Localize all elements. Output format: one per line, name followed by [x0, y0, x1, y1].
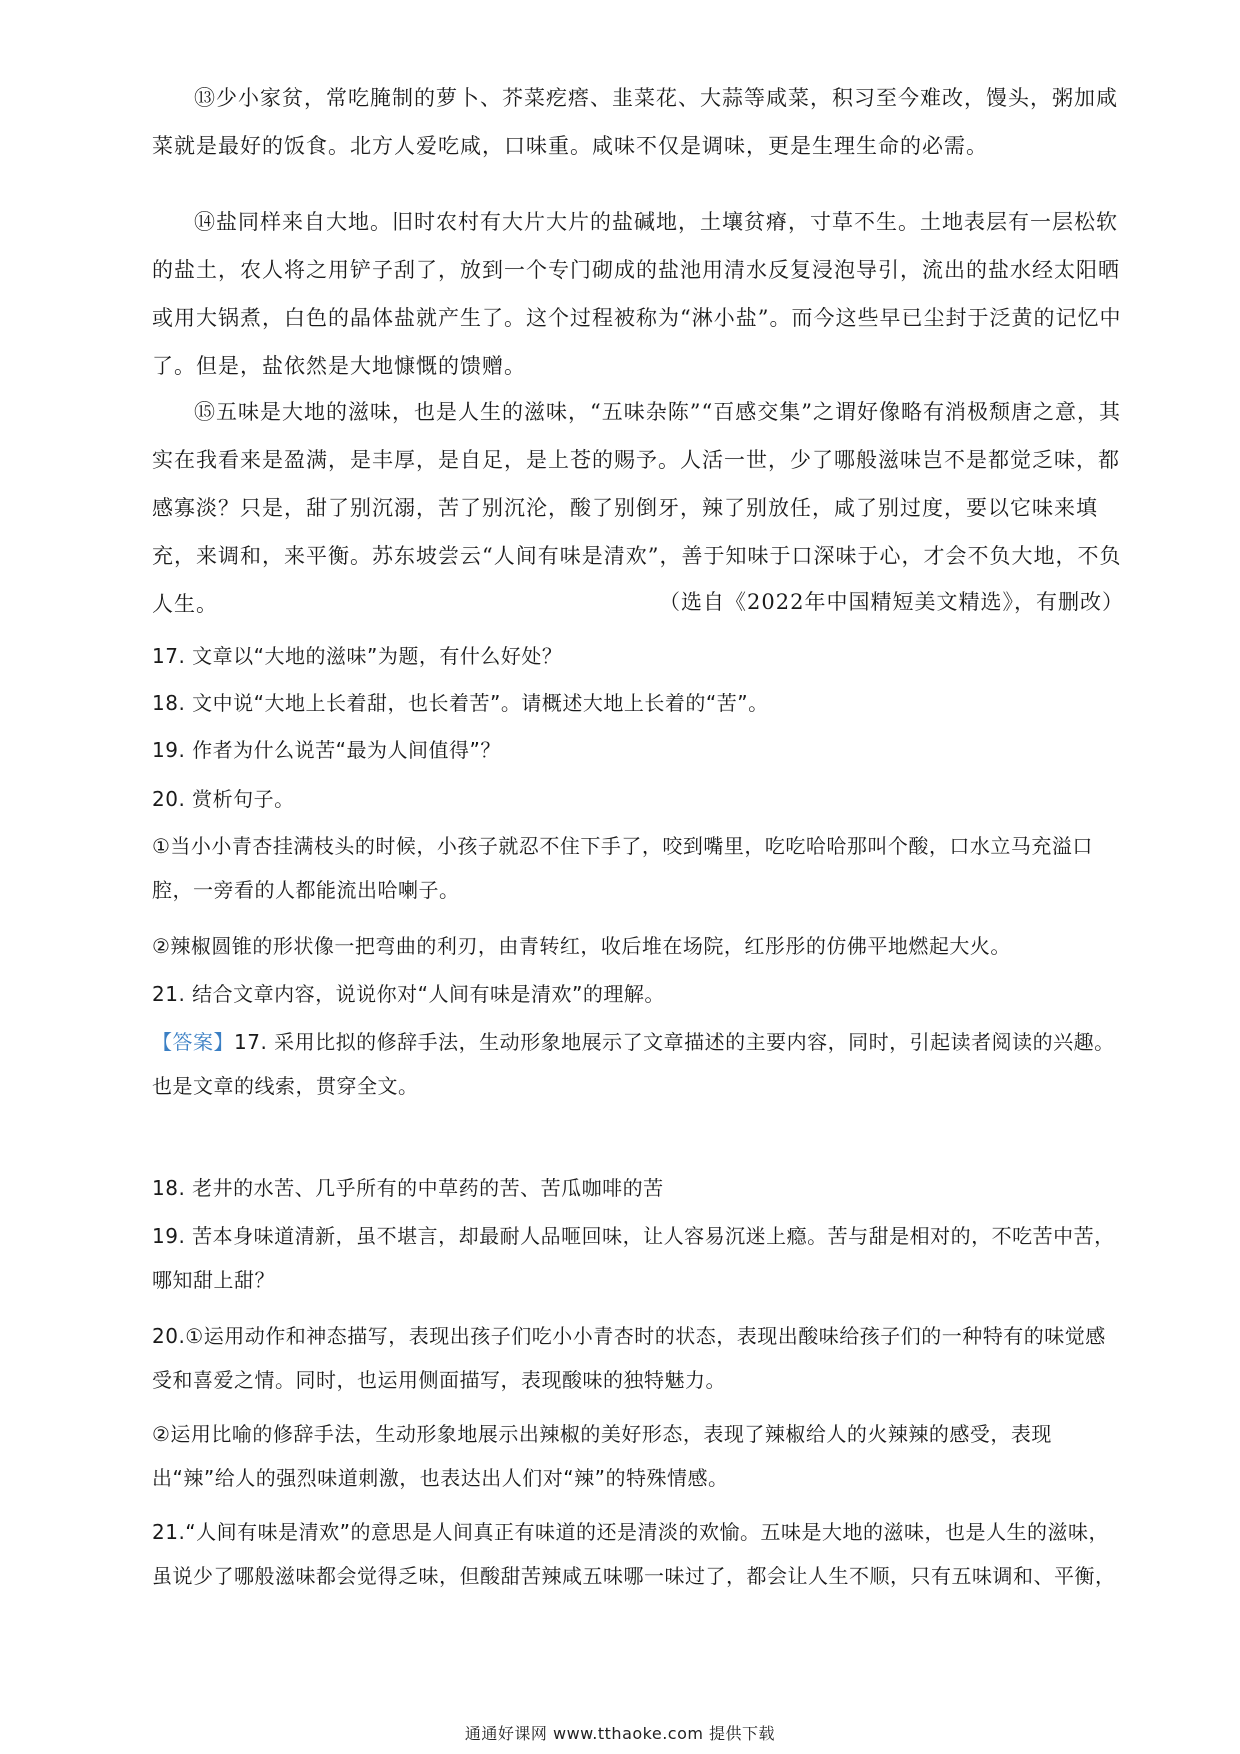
- passage-paragraph-13: ⑬少小家贫，常吃腌制的萝卜、芥菜疙瘩、韭菜花、大蒜等咸菜，积习至今难改，馒头，粥加咸菜就是最好的饭食。北方人爱吃咸，口味重。咸味不仅是调味，更是生理生命的必需。: [152, 86, 1118, 158]
- answer-17: [152, 1020, 1124, 1108]
- question-19: 19. 作者为什么说苦“最为人间值得”？: [152, 738, 501, 762]
- answer-18: 18. 老井的水苦、几乎所有的中草药的苦、苦瓜咖啡的苦: [152, 1176, 664, 1200]
- question-17: 17. 文章以“大地的滋味”为题，有什么好处？: [152, 644, 563, 668]
- answer-tag: 【答案】: [152, 1030, 234, 1054]
- passage-source: （选自《2022年中国精短美文精选》，有删改）: [659, 590, 1124, 614]
- answer-19: 19. 苦本身味道清新，虽不堪言，却最耐人品咂回味，让人容易沉迷上瘾。苦与甜是相对的，不吃苦中苦，哪知甜上甜？: [152, 1224, 1115, 1292]
- question-20: 20. 赏析句子。: [152, 787, 295, 811]
- question-18: 18. 文中说“大地上长着甜，也长着苦”。请概述大地上长着的“苦”。: [152, 691, 769, 715]
- answer-17-text: 17. 采用比拟的修辞手法，生动形象地展示了文章描述的主要内容，同时，引起读者阅读的兴趣。也是文章的线索，贯穿全文。: [152, 1030, 1115, 1098]
- answer-21: 21.“人间有味是清欢”的意思是人间真正有味道的还是清淡的欢愉。五味是大地的滋味，也是人生的滋味，虽说少了哪般滋味都会觉得乏味，但酸甜苦辣咸五味哪一味过了，都会让人生不顺，只有五味调和、平衡，: [152, 1520, 1116, 1588]
- question-20-sentence-2: ②辣椒圆锥的形状像一把弯曲的利刃，由青转红，收后堆在场院，红彤彤的仿佛平地燃起大火。: [152, 934, 1011, 958]
- answer-20-part-2: ②运用比喻的修辞手法，生动形象地展示出辣椒的美好形态，表现了辣椒给人的火辣辣的感受，表现出“辣”给人的强烈味道刺激，也表达出人们对“辣”的特殊情感。: [152, 1422, 1052, 1490]
- page-footer: 通通好课网 www.tthaoke.com 提供下载: [464, 1724, 776, 1743]
- answer-20-part-1: 20.①运用动作和神态描写，表现出孩子们吃小小青杏时的状态，表现出酸味给孩子们的一种特有的味觉感受和喜爱之情。同时，也运用侧面描写，表现酸味的独特魅力。: [152, 1324, 1106, 1392]
- question-21: 21. 结合文章内容，说说你对“人间有味是清欢”的理解。: [152, 982, 665, 1006]
- passage-paragraph-14: ⑭盐同样来自大地。旧时农村有大片大片的盐碱地，土壤贫瘠，寸草不生。土地表层有一层松软的盐土，农人将之用铲子刮了，放到一个专门砌成的盐池用清水反复浸泡导引，流出的盐水经太阳晒或用大锅煮，白色的晶体盐就产生了。这个过程被称为“淋小盐”。而今这些早已尘封于泛黄的记忆中了。但是，盐依然是大地慷慨的馈赠。: [152, 210, 1122, 378]
- question-20-sentence-1: ①当小小青杏挂满枝头的时候，小孩子就忍不住下手了，咬到嘴里，吃吃哈哈那叫个酸，口水立马充溢口腔，一旁看的人都能流出哈喇子。: [152, 834, 1093, 902]
- passage-paragraph-15: ⑮五味是大地的滋味，也是人生的滋味，“五味杂陈”“百感交集”之谓好像略有消极颓唐之意，其实在我看来是盈满，是丰厚，是自足，是上苍的赐予。人活一世，少了哪般滋味岂不是都觉乏味，都感寡淡？只是，甜了别沉溺，苦了别沉沦，酸了别倒牙，辣了别放任，咸了别过度，要以它味来填充，来调和，来平衡。苏东坡尝云“人间有味是清欢”，善于知味于口深味于心，才会不负大地，不负人生。: [152, 400, 1122, 616]
